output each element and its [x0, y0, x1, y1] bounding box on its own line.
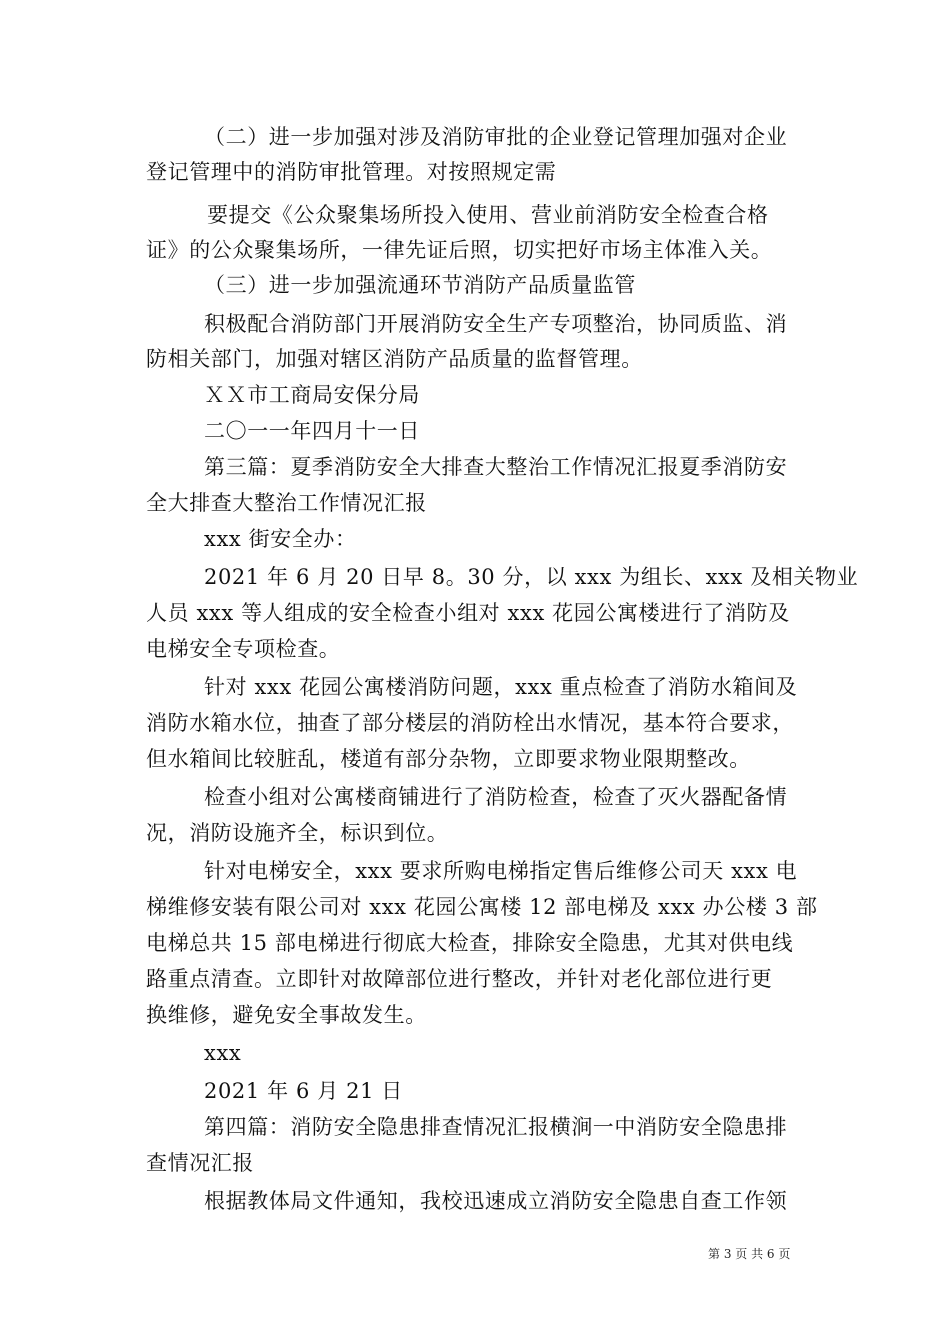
text-line: 2021 年 6 月 20 日早 8。30 分，以 xxx 为组长、xxx 及相关物业 — [204, 565, 859, 589]
page-number: 第 3 页 共 6 页 — [708, 1247, 791, 1261]
text-line: 登记管理中的消防审批管理。对按照规定需 — [146, 160, 557, 184]
text-line: 但水箱间比较脏乱，楼道有部分杂物，立即要求物业限期整改。 — [146, 747, 751, 771]
text-line: （二）进一步加强对涉及消防审批的企业登记管理加强对企业 — [204, 125, 788, 149]
text-line: 针对 xxx 花园公寓楼消防问题，xxx 重点检查了消防水箱间及 — [204, 675, 798, 699]
text-line: 换维修，避免安全事故发生。 — [146, 1003, 427, 1027]
text-line: xxx — [204, 1041, 242, 1065]
text-line: 况，消防设施齐全，标识到位。 — [146, 821, 449, 845]
text-line: 路重点清查。立即针对故障部位进行整改，并针对老化部位进行更 — [146, 967, 773, 991]
text-line: 积极配合消防部门开展消防安全生产专项整治，协同质监、消 — [204, 312, 788, 336]
text-line: 第四篇：消防安全隐患排查情况汇报横涧一中消防安全隐患排 — [204, 1115, 788, 1139]
text-line: 防相关部门，加强对辖区消防产品质量的监督管理。 — [146, 347, 643, 371]
text-line: 针对电梯安全，xxx 要求所购电梯指定售后维修公司天 xxx 电 — [204, 859, 798, 883]
text-line: 梯维修安装有限公司对 xxx 花园公寓楼 12 部电梯及 xxx 办公楼 3 部 — [146, 895, 818, 919]
text-line: （三）进一步加强流通环节消防产品质量监管 — [204, 273, 636, 297]
text-line: xxx 街安全办： — [204, 527, 357, 551]
text-line: 电梯总共 15 部电梯进行彻底大检查，排除安全隐患，尤其对供电线 — [146, 931, 794, 955]
text-line: 证》的公众聚集场所，一律先证后照，切实把好市场主体准入关。 — [146, 238, 773, 262]
text-line: 全大排查大整治工作情况汇报 — [146, 491, 427, 515]
text-line: 消防水箱水位，抽查了部分楼层的消防栓出水情况，基本符合要求， — [146, 711, 794, 735]
text-line: 2021 年 6 月 21 日 — [204, 1079, 403, 1103]
text-line: 要提交《公众聚集场所投入使用、营业前消防安全检查合格 — [207, 203, 769, 227]
text-line: 二〇一一年四月十一日 — [204, 419, 420, 443]
text-line: 第三篇：夏季消防安全大排查大整治工作情况汇报夏季消防安 — [204, 455, 788, 479]
text-line: 查情况汇报 — [146, 1151, 254, 1175]
text-line: 电梯安全专项检查。 — [146, 637, 341, 661]
text-line: 根据教体局文件通知，我校迅速成立消防安全隐患自查工作领 — [204, 1189, 788, 1213]
text-line: ＸＸ市工商局安保分局 — [204, 383, 420, 407]
text-line: 人员 xxx 等人组成的安全检查小组对 xxx 花园公寓楼进行了消防及 — [146, 601, 790, 625]
text-line: 检查小组对公寓楼商铺进行了消防检查，检查了灭火器配备情 — [204, 785, 788, 809]
